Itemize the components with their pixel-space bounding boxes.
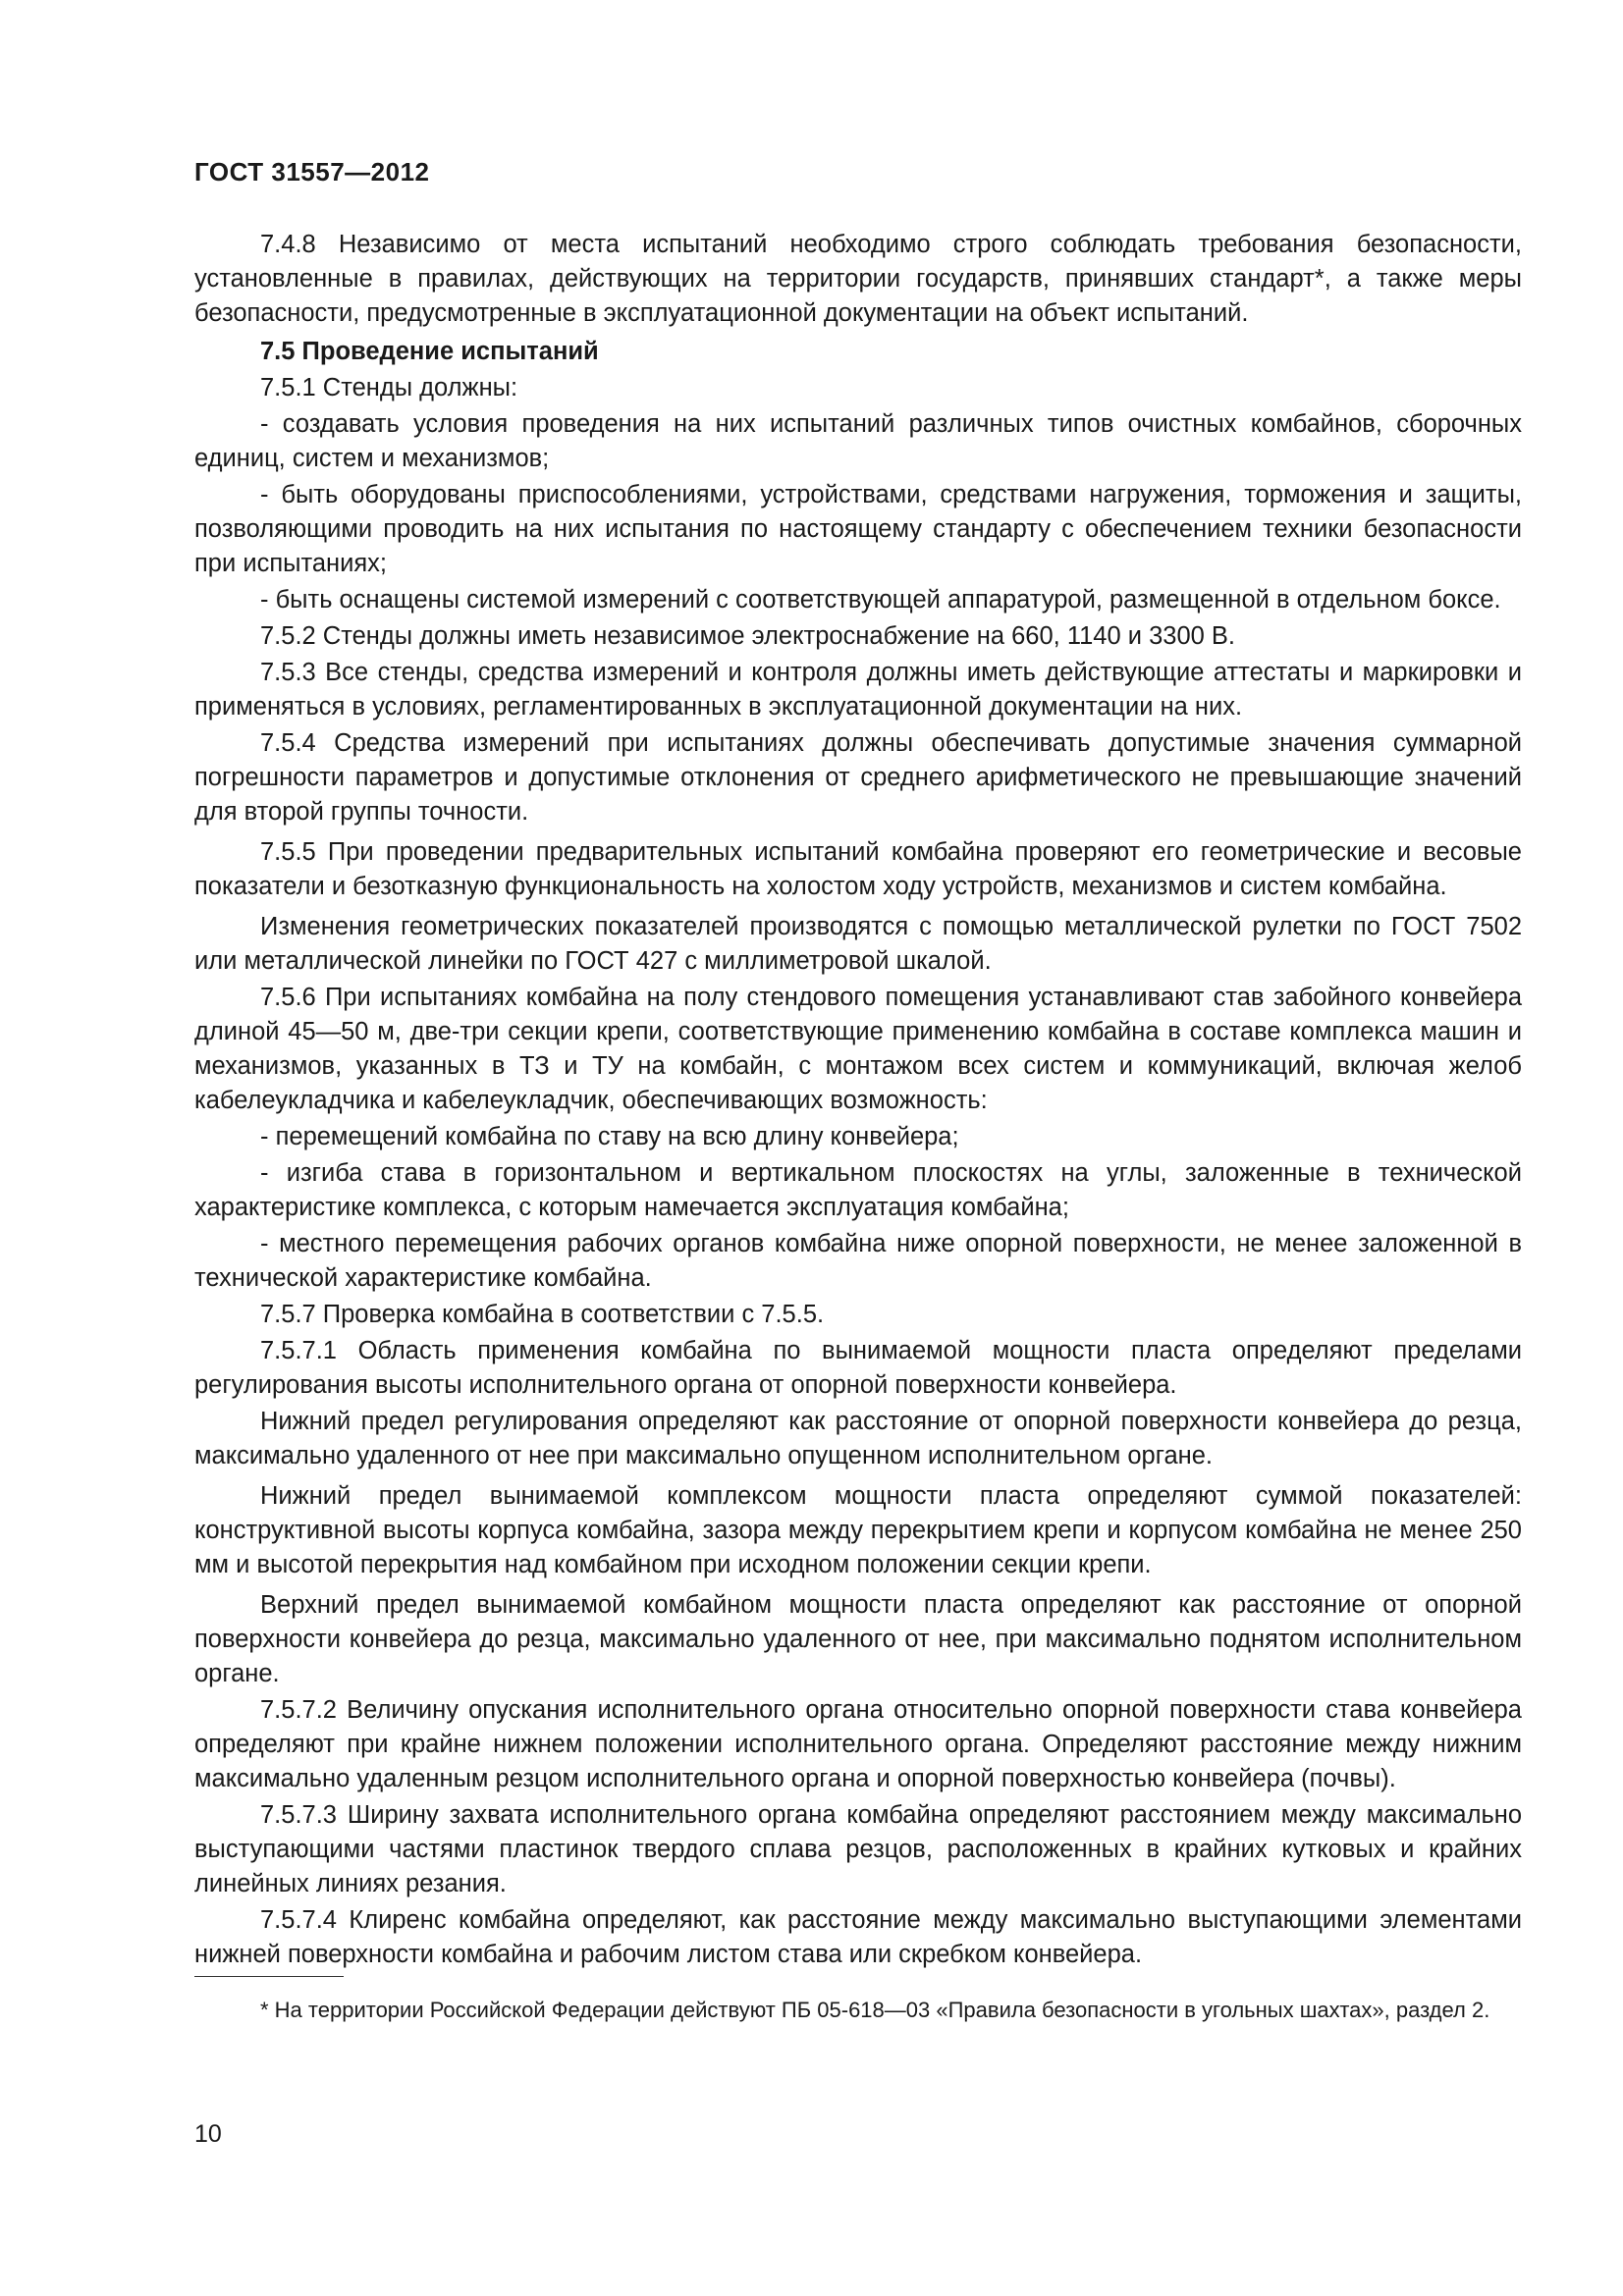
list-item: - быть оборудованы приспособлениями, устройствами, средствами нагружения, торможения и защиты, позволяющими проводить на них испытания по настоящему стандарту с обеспечением техники безопасности при испытаниях; <box>194 481 1522 577</box>
paragraph: Нижний предел вынимаемой комплексом мощности пласта определяют суммой показателей: конструктивной высоты корпуса комбайна, зазора между перекрытием крепи и корпусом комбайна не менее 250 мм и высотой перекрытия над комбайном при исходном положении секции крепи. <box>194 1482 1522 1578</box>
paragraph-7-5-4: 7.5.4 Средства измерений при испытаниях должны обеспечивать допустимые значения суммарной погрешности параметров и допустимые отклонения от среднего арифметического не превышающие значений для второй группы точности. <box>194 729 1522 826</box>
list-item: - перемещений комбайна по ставу на всю длину конвейера; <box>260 1123 959 1150</box>
paragraph-7-4-8: 7.4.8 Независимо от места испытаний необходимо строго соблюдать требования безопасности, установленные в правилах, действующих на территории государств, принявших стандарт*, а также меры безопасности, предусмотренные в эксплуатационной документации на объект испытаний. <box>194 231 1522 327</box>
paragraph: Изменения геометрических показателей производятся с помощью металлической рулетки по ГОСТ 7502 или металлической линейки по ГОСТ 427 с миллиметровой шкалой. <box>194 913 1522 975</box>
paragraph-7-5-7: 7.5.7 Проверка комбайна в соответствии с 7.5.5. <box>260 1301 825 1328</box>
footnote-divider <box>194 1976 344 1977</box>
paragraph-7-5-7-3: 7.5.7.3 Ширину захвата исполнительного органа комбайна определяют расстоянием между максимально выступающими частями пластинок твердого сплава резцов, расположенных в крайних кутковых и крайних линейных линиях резания. <box>194 1801 1522 1897</box>
paragraph: Нижний предел регулирования определяют как расстояние от опорной поверхности конвейера до резца, максимально удаленного от нее при максимально опущенном исполнительном органе. <box>194 1408 1522 1469</box>
paragraph-7-5-5: 7.5.5 При проведении предварительных испытаний комбайна проверяют его геометрические и весовые показатели и безотказную функциональность на холостом ходу устройств, механизмов и систем комбайна. <box>194 838 1522 900</box>
document-body <box>194 228 1522 1974</box>
paragraph-7-5-6: 7.5.6 При испытаниях комбайна на полу стендового помещения устанавливают став забойного конвейера длиной 45—50 м, две-три секции крепи, соответствующие применению комбайна в составе комплекса машин и механизмов, указанных в ТЗ и ТУ на комбайн, с монтажом всех систем и коммуникаций, включая желоб кабелеукладчика и кабелеукладчик, обеспечивающих возможность: <box>194 984 1522 1114</box>
paragraph-7-5-2: 7.5.2 Стенды должны иметь независимое электроснабжение на 660, 1140 и 3300 В. <box>260 622 1235 650</box>
paragraph-7-5-3: 7.5.3 Все стенды, средства измерений и контроля должны иметь действующие аттестаты и маркировки и применяться в условиях, регламентированных в эксплуатационной документации на них. <box>194 659 1522 721</box>
paragraph: Верхний предел вынимаемой комбайном мощности пласта определяют как расстояние от опорной поверхности конвейера до резца, максимально удаленного от нее, при максимально поднятом исполнительном органе. <box>194 1591 1522 1687</box>
paragraph-7-5-7-2: 7.5.7.2 Величину опускания исполнительного органа относительно опорной поверхности става конвейера определяют при крайне нижнем положении исполнительного органа. Определяют расстояние между нижним максимально удаленным резцом исполнительного органа и опорной поверхностью конвейера (почвы). <box>194 1696 1522 1792</box>
page-number: 10 <box>194 2120 222 2148</box>
footnote: * На территории Российской Федерации действуют ПБ 05-618—03 «Правила безопасности в угольных шахтах», раздел 2. <box>260 1998 1490 2022</box>
section-heading-7-5: 7.5 Проведение испытаний <box>260 338 599 365</box>
paragraph-7-5-1: 7.5.1 Стенды должны: <box>260 374 518 401</box>
list-item: - быть оснащены системой измерений с соответствующей аппаратурой, размещенной в отдельном боксе. <box>260 586 1501 614</box>
list-item: - создавать условия проведения на них испытаний различных типов очистных комбайнов, сборочных единиц, систем и механизмов; <box>194 410 1522 472</box>
paragraph-7-5-7-4: 7.5.7.4 Клиренс комбайна определяют, как расстояние между максимально выступающими элементами нижней поверхности комбайна и рабочим листом става или скребком конвейера. <box>194 1906 1522 1968</box>
list-item: - изгиба става в горизонтальном и вертикальном плоскостях на углы, заложенные в технической характеристике комплекса, с которым намечается эксплуатация комбайна; <box>194 1159 1522 1221</box>
list-item: - местного перемещения рабочих органов комбайна ниже опорной поверхности, не менее заложенной в технической характеристике комбайна. <box>194 1230 1522 1292</box>
paragraph-7-5-7-1: 7.5.7.1 Область применения комбайна по вынимаемой мощности пласта определяют пределами регулирования высоты исполнительного органа от опорной поверхности конвейера. <box>194 1337 1522 1399</box>
document-header: ГОСТ 31557—2012 <box>194 157 430 187</box>
